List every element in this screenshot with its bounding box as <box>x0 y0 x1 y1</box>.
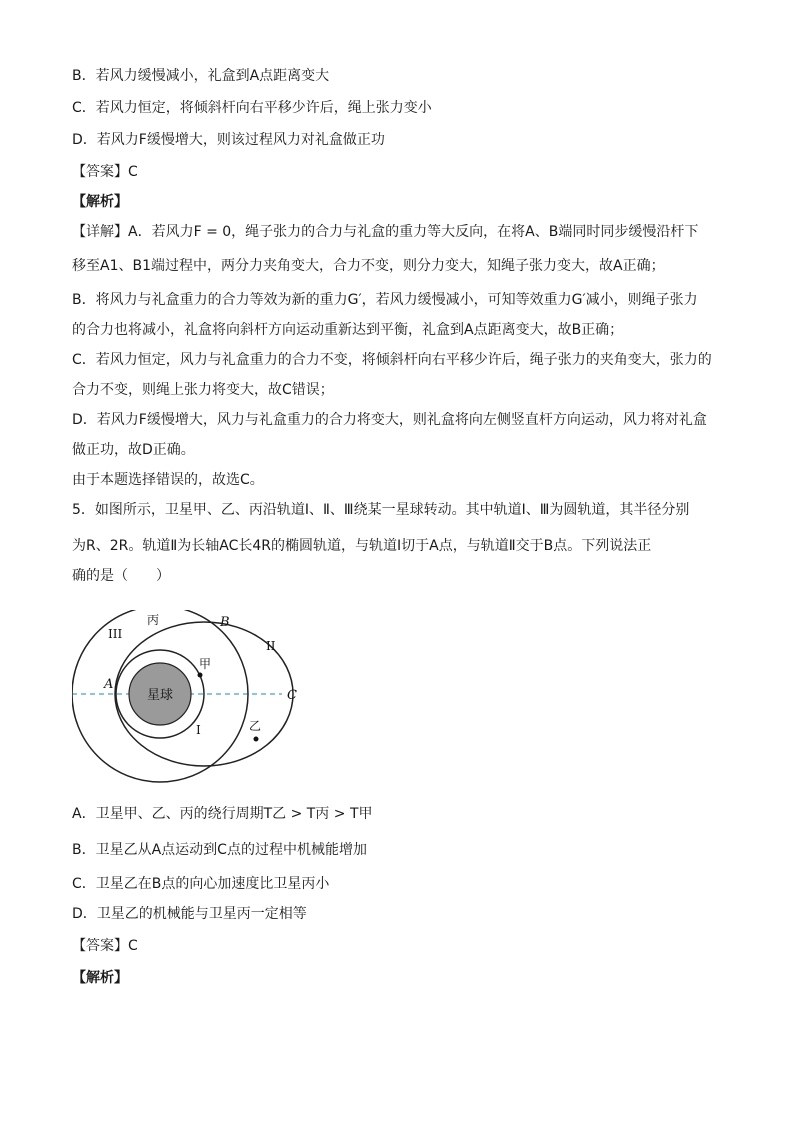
label-jia: 甲 <box>199 657 212 671</box>
label-orbit-I: I <box>196 723 201 737</box>
answer-2: 【答案】C <box>72 938 138 954</box>
detail-line-2: 移至A1、B1端过程中，两分力夹角变大，合力不变，则分力变大，知绳子张力变大，故A正确； <box>72 258 665 274</box>
label-orbit-II: II <box>266 639 276 653</box>
detail-line-1: 【详解】A．若风力F = 0，绳子张力的合力与礼盒的重力等大反向，在将A、B端同时同步缓慢沿杆下 <box>72 224 699 240</box>
detail-line-3: B．将风力与礼盒重力的合力等效为新的重力G′，若风力缓慢减小，可知等效重力G′减小，则绳子张力 <box>72 292 698 308</box>
detail-line-8: 做正功，故D正确。 <box>72 442 195 458</box>
satellite-yi <box>254 737 259 742</box>
option-a: A．卫星甲、乙、丙的绕行周期T乙 > T丙 > T甲 <box>72 806 373 822</box>
explanation-1-title: 【解析】 <box>72 194 128 210</box>
detail-line-9: 由于本题选择错误的，故选C。 <box>72 472 264 488</box>
label-bing: 丙 <box>147 613 160 627</box>
question-5-line-1: 5．如图所示，卫星甲、乙、丙沿轨道Ⅰ、Ⅱ、Ⅲ绕某一星球转动。其中轨道Ⅰ、Ⅲ为圆轨道，其半径分别 <box>72 502 690 518</box>
option-d: D．卫星乙的机械能与卫星丙一定相等 <box>72 906 307 922</box>
question-5-line-3: 确的是（ ） <box>72 568 170 584</box>
detail-line-7: D．若风力F缓慢增大，风力与礼盒重力的合力将变大，则礼盒将向左侧竖直杆方向运动，风力将对礼盒 <box>72 412 707 428</box>
option-c-text: C．若风力恒定，将倾斜杆向右平移少许后，绳上张力变小 <box>72 100 432 116</box>
question-5-line-2: 为R、2R。轨道Ⅱ为长轴AC长4R的椭圆轨道，与轨道Ⅰ切于A点，与轨道Ⅱ交于B点。下列说法正 <box>72 538 652 554</box>
answer-1: 【答案】C <box>72 164 138 180</box>
satellite-jia <box>198 673 203 678</box>
option-b: B．卫星乙从A点运动到C点的过程中机械能增加 <box>72 842 367 858</box>
label-orbit-III: III <box>108 627 123 641</box>
detail-line-4: 的合力也将减小，礼盒将向斜杆方向运动重新达到平衡，礼盒到A点距离变大，故B正确； <box>72 322 624 338</box>
explanation-2-title: 【解析】 <box>72 970 128 986</box>
detail-line-5: C．若风力恒定，风力与礼盒重力的合力不变，将倾斜杆向右平移少许后，绳子张力的夹角变大，张力的 <box>72 352 712 368</box>
option-d-text: D．若风力F缓慢增大，则该过程风力对礼盒做正功 <box>72 132 385 148</box>
option-b-text: B．若风力缓慢减小，礼盒到A点距离变大 <box>72 68 330 84</box>
planet-label: 星球 <box>146 688 174 703</box>
detail-line-6: 合力不变，则绳上张力将变大，故C错误； <box>72 382 334 398</box>
label-yi: 乙 <box>249 719 262 733</box>
label-B: B <box>220 615 230 630</box>
label-C: C <box>287 688 297 703</box>
orbit-diagram <box>72 610 372 790</box>
label-A: A <box>104 677 114 692</box>
orbit-diagram-svg <box>72 610 372 790</box>
option-c: C．卫星乙在B点的向心加速度比卫星丙小 <box>72 876 330 892</box>
